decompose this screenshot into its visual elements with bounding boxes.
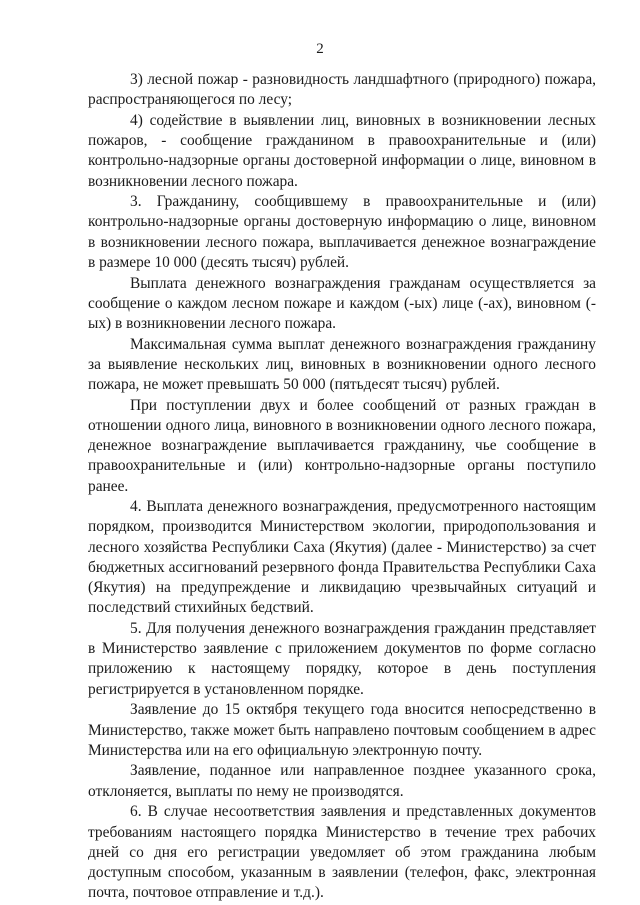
paragraph-multiple-reports: При поступлении двух и более сообщений от разных граждан в отношении одного лица, виновного в возникновении одного лесного пожара, денежное вознаграждение выплачивается гражданину, чье сообщение в правоохранительные и (или) контрольно-надзорные органы поступило ранее. [88, 396, 596, 495]
paragraph-maximum-amount: Максимальная сумма выплат денежного вознаграждения гражданину за выявление нескольких лиц, виновных в возникновении одного лесного пожара, не может превышать 50 000 (пятьдесят тысяч) рублей. [88, 335, 596, 394]
page-number: 2 [316, 41, 324, 57]
paragraph-clause-3: 3. Гражданину, сообщившему в правоохранительные и (или) контрольно-надзорные органы достоверную информацию о лице, виновном в возникновении лесного пожара, выплачивается денежное вознаграждение в размере 10 000 (десять тысяч) рублей. [88, 193, 596, 271]
paragraph-item-4-definition: 4) содействие в выявлении лиц, виновных в возникновении лесных пожаров, - сообщение гражданином в правоохранительные и (или) контрольно-надзорные органы достоверной информации о лице, виновном в возникновении лесного пожара. [88, 111, 596, 190]
paragraph-payment-per-fire: Выплата денежного вознаграждения гражданам осуществляется за сообщение о каждом лесном пожаре и каждом (-ых) лице (-ах), виновном (-ых) в возникновении лесного пожара. [88, 274, 596, 332]
paragraph-clause-5: 5. Для получения денежного вознаграждения гражданин представляет в Министерство заявление с приложением документов по форме согласно приложению к настоящему порядку, которое в день поступления регистрируется в установленном порядке. [88, 619, 596, 698]
paragraph-clause-4: 4. Выплата денежного вознаграждения, предусмотренного настоящим порядком, производится Министерством экологии, природопользования и лесного хозяйства Республики Саха (Якутия) (далее - Министерство) за счет бюджетных ассигнований резервного фонда Правительства Республики Саха (Якутия) на предупреждение и ликвидацию чрезвычайных ситуаций и последствий стихийных бедствий. [88, 498, 596, 617]
document-body [88, 70, 596, 904]
paragraph-application-deadline: Заявление до 15 октября текущего года вносится непосредственно в Министерство, также может быть направлено почтовым сообщением в адрес Министерства или на его официальную электронную почту. [88, 701, 596, 759]
paragraph-clause-6: 6. В случае несоответствия заявления и представленных документов требованиям настоящего порядка Министерство в течение трех рабочих дней со дня его регистрации уведомляет об этом гражданина любым доступным способом, указанным в заявлении (телефон, факс, электронная почта, почтовое отправление и т.д.). [88, 803, 596, 902]
paragraph-item-3-definition: 3) лесной пожар - разновидность ландшафтного (природного) пожара, распространяющегося по лесу; [88, 71, 596, 109]
paragraph-late-application: Заявление, поданное или направленное позднее указанного срока, отклоняется, выплаты по нему не производятся. [88, 762, 596, 800]
